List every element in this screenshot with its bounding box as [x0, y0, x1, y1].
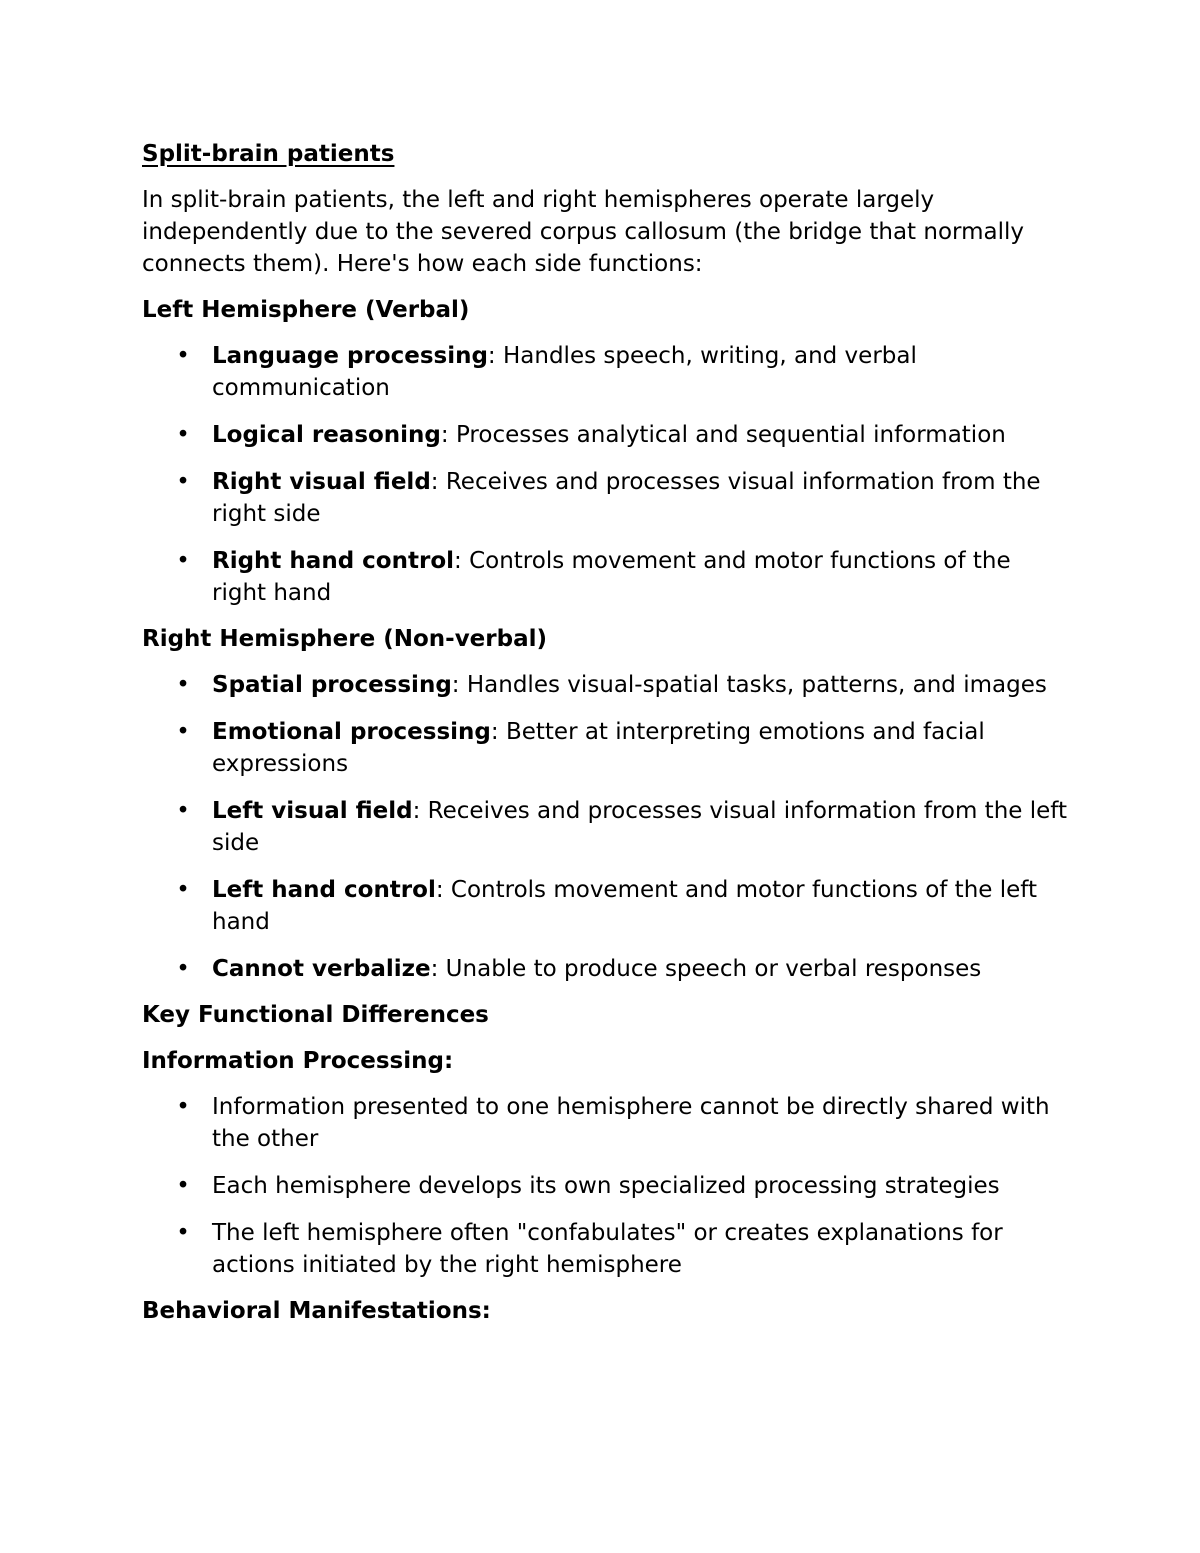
behavioral-manifestations-heading: Behavioral Manifestations:	[142, 1298, 491, 1324]
bullet-icon: •	[176, 719, 190, 745]
bullet-icon: •	[176, 548, 190, 574]
list-item	[142, 716, 1067, 780]
item-term: Left hand control	[212, 877, 436, 903]
bullet-icon: •	[176, 1173, 190, 1199]
item-text: : Processes analytical and sequential information	[440, 422, 1006, 448]
list-item	[142, 953, 1067, 985]
list-item	[142, 874, 1067, 938]
list-item	[142, 340, 1067, 404]
item-text: : Unable to produce speech or verbal responses	[430, 956, 982, 982]
bullet-icon: •	[176, 343, 190, 369]
bullet-icon: •	[176, 877, 190, 903]
document-title: Split-brain patients	[142, 141, 395, 167]
item-term: Spatial processing	[212, 672, 452, 698]
left-hemisphere-heading: Left Hemisphere (Verbal)	[142, 297, 470, 323]
item-text: Information presented to one hemisphere cannot be directly shared with the other	[212, 1094, 1050, 1152]
item-text: The left hemisphere often "confabulates" or creates explanations for actions initiated by the right hemisphere	[212, 1220, 1003, 1278]
list-item	[142, 1091, 1067, 1155]
list-item	[142, 1170, 1067, 1202]
item-text: : Handles visual-spatial tasks, patterns, and images	[451, 672, 1047, 698]
right-hemisphere-heading: Right Hemisphere (Non-verbal)	[142, 626, 548, 652]
list-item	[142, 669, 1067, 701]
item-text: : Controls movement and motor functions of the right hand	[212, 548, 1011, 606]
intro-paragraph: In split-brain patients, the left and right hemispheres operate largely independently due to the severed corpus callosum (the bridge that normally connects them). Here's how each side functions:	[142, 187, 1024, 277]
right-hemisphere-list	[142, 669, 1067, 985]
item-term: Logical reasoning	[212, 422, 441, 448]
item-term: Right visual field	[212, 469, 431, 495]
item-term: Left visual field	[212, 798, 413, 824]
list-item	[142, 466, 1067, 530]
item-term: Emotional processing	[212, 719, 491, 745]
item-text: Each hemisphere develops its own specialized processing strategies	[212, 1173, 1000, 1199]
item-text: : Receives and processes visual information from the left side	[212, 798, 1067, 856]
item-text: : Better at interpreting emotions and facial expressions	[212, 719, 985, 777]
left-hemisphere-list	[142, 340, 1067, 609]
bullet-icon: •	[176, 956, 190, 982]
list-item	[142, 1217, 1067, 1281]
bullet-icon: •	[176, 1220, 190, 1246]
item-text: : Receives and processes visual information from the right side	[212, 469, 1041, 527]
list-item	[142, 419, 1067, 451]
information-processing-heading: Information Processing:	[142, 1048, 454, 1074]
item-term: Language processing	[212, 343, 488, 369]
list-item	[142, 545, 1067, 609]
bullet-icon: •	[176, 1094, 190, 1120]
information-processing-list	[142, 1091, 1067, 1281]
bullet-icon: •	[176, 469, 190, 495]
item-text: : Controls movement and motor functions of the left hand	[212, 877, 1037, 935]
key-differences-heading: Key Functional Differences	[142, 1002, 489, 1028]
bullet-icon: •	[176, 422, 190, 448]
item-term: Cannot verbalize	[212, 956, 431, 982]
item-text: : Handles speech, writing, and verbal communication	[212, 343, 917, 401]
bullet-icon: •	[176, 672, 190, 698]
list-item	[142, 795, 1067, 859]
document-page	[142, 138, 1067, 1341]
item-term: Right hand control	[212, 548, 455, 574]
bullet-icon: •	[176, 798, 190, 824]
